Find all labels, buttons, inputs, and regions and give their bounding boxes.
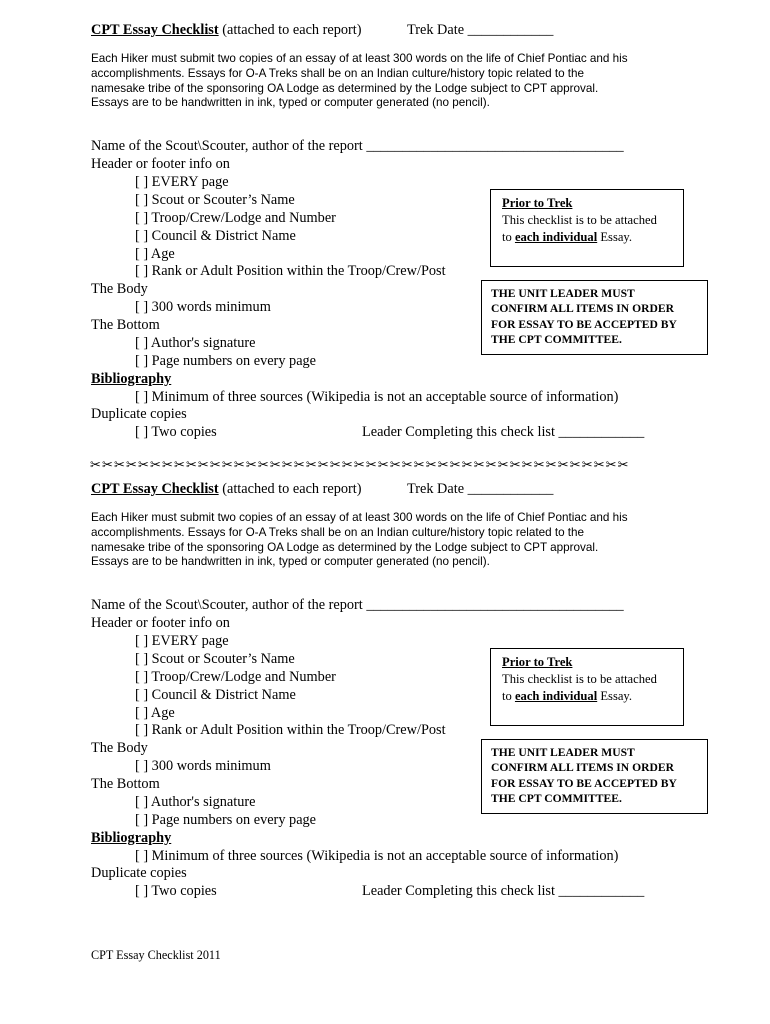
body-label: The Body (91, 740, 148, 756)
checkbox-page-numbers[interactable]: [ ] Page numbers on every page (135, 353, 317, 369)
bottom-label: The Bottom (91, 317, 160, 333)
form-title-suffix: (attached to each report) (222, 22, 362, 38)
duplicate-label: Duplicate copies (91, 865, 187, 881)
checkbox-sources[interactable]: [ ] Minimum of three sources (Wikipedia is not an acceptable source of information) (135, 848, 619, 864)
prior-box-emphasis: each individual (514, 230, 598, 244)
leader-field[interactable]: Leader Completing this check list ____________ (362, 883, 645, 899)
form-title-suffix: (attached to each report) (222, 481, 362, 497)
prior-box-title: Prior to Trek (502, 655, 573, 669)
intro-line: Essays are to be handwritten in ink, typed or computer generated (no pencil). (91, 96, 490, 110)
checkbox-troop-number[interactable]: [ ] Troop/Crew/Lodge and Number (135, 669, 336, 685)
checkbox-signature[interactable]: [ ] Author's signature (135, 794, 256, 810)
checkbox-300-words[interactable]: [ ] 300 words minimum (135, 758, 271, 774)
header-footer-label: Header or footer info on (91, 156, 230, 172)
prior-box-pre: to (502, 230, 515, 244)
checkbox-council-district[interactable]: [ ] Council & District Name (135, 228, 296, 244)
form-title: CPT Essay Checklist (91, 22, 219, 38)
bibliography-heading: Bibliography (91, 830, 172, 846)
unit-box-line: THE UNIT LEADER MUST (491, 287, 635, 300)
unit-box-line: CONFIRM ALL ITEMS IN ORDER (491, 302, 674, 316)
body-label: The Body (91, 281, 148, 297)
intro-paragraph (91, 511, 691, 570)
unit-leader-box (481, 739, 708, 814)
intro-line: accomplishments. Essays for O-A Treks shall be on an Indian culture/history topic related to the (91, 66, 585, 80)
prior-box-post: Essay. (597, 689, 633, 703)
unit-box-line: THE CPT COMMITTEE. (491, 791, 622, 805)
prior-box-line: This checklist is to be attached (502, 672, 657, 686)
unit-leader-box (481, 280, 708, 355)
header-footer-label: Header or footer info on (91, 615, 230, 631)
checkbox-troop-number[interactable]: [ ] Troop/Crew/Lodge and Number (135, 210, 336, 226)
intro-paragraph (91, 52, 691, 111)
intro-line: namesake tribe of the sponsoring OA Lodge as determined by the Lodge subject to CPT approval. (91, 540, 599, 554)
intro-line: namesake tribe of the sponsoring OA Lodge as determined by the Lodge subject to CPT approval. (91, 81, 599, 95)
author-name-field[interactable]: Name of the Scout\Scouter, author of the report ____________________________________ (91, 138, 624, 154)
unit-box-line: THE UNIT LEADER MUST (491, 746, 635, 759)
checkbox-sources[interactable]: [ ] Minimum of three sources (Wikipedia is not an acceptable source of information) (135, 389, 619, 405)
prior-box-pre: to (502, 689, 515, 703)
duplicate-label: Duplicate copies (91, 406, 187, 422)
author-name-field[interactable]: Name of the Scout\Scouter, author of the report ____________________________________ (91, 597, 624, 613)
checklist-form-bottom (0, 459, 770, 919)
checkbox-signature[interactable]: [ ] Author's signature (135, 335, 256, 351)
checkbox-two-copies[interactable]: [ ] Two copies (135, 883, 217, 899)
prior-box-emphasis: each individual (514, 689, 598, 703)
checkbox-rank[interactable]: [ ] Rank or Adult Position within the Troop/Crew/Post (135, 263, 446, 279)
unit-box-line: FOR ESSAY TO BE ACCEPTED BY (491, 317, 677, 331)
page-footer: CPT Essay Checklist 2011 (91, 948, 221, 962)
checkbox-every-page[interactable]: [ ] EVERY page (135, 633, 229, 649)
prior-box-line: This checklist is to be attached (502, 213, 657, 227)
checkbox-300-words[interactable]: [ ] 300 words minimum (135, 299, 271, 315)
checkbox-age[interactable]: [ ] Age (135, 705, 175, 721)
unit-box-line: FOR ESSAY TO BE ACCEPTED BY (491, 776, 677, 790)
intro-line: Each Hiker must submit two copies of an essay of at least 300 words on the life of Chief Pontiac and his (91, 52, 628, 65)
unit-box-line: CONFIRM ALL ITEMS IN ORDER (491, 761, 674, 775)
checkbox-page-numbers[interactable]: [ ] Page numbers on every page (135, 812, 317, 828)
intro-line: Each Hiker must submit two copies of an essay of at least 300 words on the life of Chief Pontiac and his (91, 511, 628, 524)
checkbox-rank[interactable]: [ ] Rank or Adult Position within the Troop/Crew/Post (135, 722, 446, 738)
prior-to-trek-box (490, 189, 684, 267)
intro-line: accomplishments. Essays for O-A Treks shall be on an Indian culture/history topic related to the (91, 525, 585, 539)
bibliography-heading: Bibliography (91, 371, 172, 387)
intro-line: Essays are to be handwritten in ink, typed or computer generated (no pencil). (91, 555, 490, 569)
prior-box-post: Essay. (597, 230, 633, 244)
prior-box-title: Prior to Trek (502, 196, 573, 210)
checkbox-scout-name[interactable]: [ ] Scout or Scouter’s Name (135, 651, 295, 667)
checkbox-council-district[interactable]: [ ] Council & District Name (135, 687, 296, 703)
form-title: CPT Essay Checklist (91, 481, 219, 497)
prior-box-line2 (502, 229, 683, 246)
trek-date-field[interactable]: Trek Date ____________ (407, 481, 554, 497)
scissors-cut-line: ✂✂✂✂✂✂✂✂✂✂✂✂✂✂✂✂✂✂✂✂✂✂✂✂✂✂✂✂✂✂✂✂✂✂✂✂✂✂✂✂✂✂✂✂✂ (90, 459, 630, 473)
leader-field[interactable]: Leader Completing this check list ____________ (362, 424, 645, 440)
checkbox-scout-name[interactable]: [ ] Scout or Scouter’s Name (135, 192, 295, 208)
form-title-line (91, 480, 362, 498)
bottom-label: The Bottom (91, 776, 160, 792)
checkbox-every-page[interactable]: [ ] EVERY page (135, 174, 229, 190)
checkbox-age[interactable]: [ ] Age (135, 246, 175, 262)
prior-box-line2 (502, 688, 683, 705)
checkbox-two-copies[interactable]: [ ] Two copies (135, 424, 217, 440)
unit-box-line: THE CPT COMMITTEE. (491, 332, 622, 346)
trek-date-field[interactable]: Trek Date ____________ (407, 22, 554, 38)
prior-to-trek-box (490, 648, 684, 726)
checklist-form-top (0, 0, 770, 460)
form-title-line (91, 21, 362, 39)
